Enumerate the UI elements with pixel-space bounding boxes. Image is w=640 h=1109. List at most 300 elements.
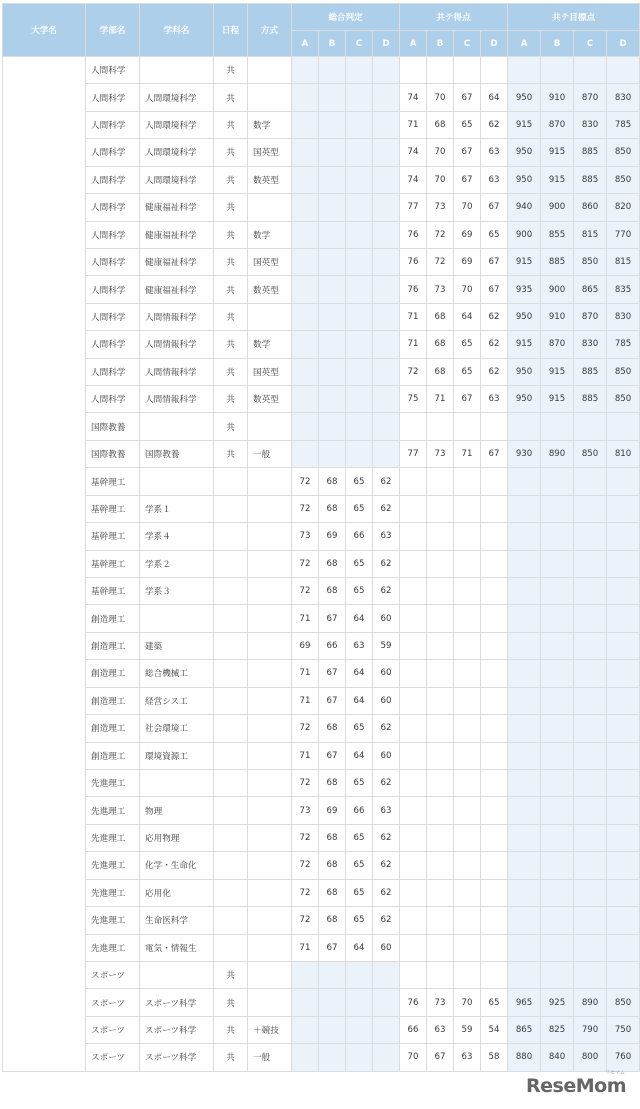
- target-score-cell: [607, 632, 640, 659]
- ratio-score-cell: 71: [427, 386, 454, 413]
- faculty-cell: 人間科学: [86, 57, 140, 84]
- ratio-score-cell: [481, 550, 508, 577]
- ratio-score-cell: [454, 797, 481, 824]
- ratio-score-cell: 63: [481, 166, 508, 193]
- ratio-score-cell: 76: [400, 276, 427, 303]
- total-score-cell: [292, 248, 319, 275]
- ratio-score-cell: 72: [400, 358, 427, 385]
- ratio-score-cell: [454, 605, 481, 632]
- target-score-cell: [607, 605, 640, 632]
- total-score-cell: [292, 413, 319, 440]
- ratio-score-cell: 70: [454, 989, 481, 1016]
- schedule-cell: [214, 742, 248, 769]
- ratio-score-cell: 71: [454, 440, 481, 467]
- ratio-score-cell: 62: [481, 358, 508, 385]
- ratio-score-cell: [454, 660, 481, 687]
- table-row: [3, 824, 640, 851]
- ratio-score-cell: [400, 742, 427, 769]
- total-score-cell: [319, 248, 346, 275]
- total-score-cell: [292, 276, 319, 303]
- target-score-cell: 880: [508, 1044, 541, 1071]
- total-score-cell: [346, 221, 373, 248]
- target-score-cell: [541, 797, 574, 824]
- faculty-cell: 人間科学: [86, 303, 140, 330]
- target-score-cell: 915: [508, 111, 541, 138]
- total-score-cell: 62: [373, 578, 400, 605]
- total-score-cell: [373, 413, 400, 440]
- ratio-score-cell: [427, 57, 454, 84]
- table-row: [3, 139, 640, 166]
- total-score-cell: [319, 57, 346, 84]
- table-row: [3, 769, 640, 796]
- target-score-cell: 850: [574, 248, 607, 275]
- target-score-cell: [574, 824, 607, 851]
- ratio-score-cell: [400, 578, 427, 605]
- target-score-cell: [508, 495, 541, 522]
- target-score-cell: 840: [541, 1044, 574, 1071]
- target-score-cell: [607, 523, 640, 550]
- total-score-cell: [346, 1044, 373, 1071]
- target-score-cell: [541, 468, 574, 495]
- total-score-cell: 71: [292, 660, 319, 687]
- target-score-cell: [508, 413, 541, 440]
- table-row: [3, 742, 640, 769]
- method-cell: [248, 578, 292, 605]
- header-ratio-b: B: [427, 31, 454, 57]
- ratio-score-cell: [481, 824, 508, 851]
- table-row: [3, 578, 640, 605]
- ratio-score-cell: [427, 715, 454, 742]
- total-score-cell: [346, 989, 373, 1016]
- target-score-cell: 850: [607, 386, 640, 413]
- total-score-cell: [292, 440, 319, 467]
- schedule-cell: [214, 523, 248, 550]
- total-score-cell: [319, 440, 346, 467]
- department-cell: 応用化: [140, 879, 214, 906]
- header-target-d: D: [607, 31, 640, 57]
- total-score-cell: 67: [319, 605, 346, 632]
- faculty-cell: スポーツ: [86, 1044, 140, 1071]
- ratio-score-cell: 67: [481, 440, 508, 467]
- department-cell: 人間環境科学: [140, 139, 214, 166]
- ratio-score-cell: 74: [400, 84, 427, 111]
- schedule-cell: 共: [214, 57, 248, 84]
- total-score-cell: [373, 111, 400, 138]
- total-score-cell: [319, 276, 346, 303]
- faculty-cell: 創造理工: [86, 687, 140, 714]
- target-score-cell: [508, 605, 541, 632]
- target-score-cell: [541, 687, 574, 714]
- target-score-cell: [574, 605, 607, 632]
- target-score-cell: 870: [541, 111, 574, 138]
- ratio-score-cell: [454, 523, 481, 550]
- ratio-score-cell: 73: [427, 276, 454, 303]
- target-score-cell: [541, 742, 574, 769]
- target-score-cell: [508, 687, 541, 714]
- total-score-cell: 63: [373, 523, 400, 550]
- target-score-cell: 950: [508, 303, 541, 330]
- method-cell: [248, 687, 292, 714]
- table-row: [3, 413, 640, 440]
- target-score-cell: [574, 907, 607, 934]
- department-cell: 人間情報科学: [140, 331, 214, 358]
- method-cell: [248, 961, 292, 988]
- schedule-cell: [214, 852, 248, 879]
- target-score-cell: [607, 769, 640, 796]
- total-score-cell: 64: [346, 605, 373, 632]
- ratio-score-cell: [400, 934, 427, 961]
- target-score-cell: 785: [607, 111, 640, 138]
- target-score-cell: [574, 550, 607, 577]
- total-score-cell: 62: [373, 468, 400, 495]
- method-cell: 数英型: [248, 166, 292, 193]
- target-score-cell: 885: [574, 358, 607, 385]
- department-cell: 学系１: [140, 495, 214, 522]
- ratio-score-cell: [400, 797, 427, 824]
- department-cell: スポーツ科学: [140, 989, 214, 1016]
- ratio-score-cell: [400, 605, 427, 632]
- target-score-cell: 850: [607, 166, 640, 193]
- total-score-cell: 65: [346, 824, 373, 851]
- schedule-cell: [214, 797, 248, 824]
- target-score-cell: [541, 660, 574, 687]
- ratio-score-cell: [427, 907, 454, 934]
- total-score-cell: 68: [319, 550, 346, 577]
- ratio-score-cell: [454, 769, 481, 796]
- ratio-score-cell: 72: [427, 221, 454, 248]
- ratio-score-cell: [427, 468, 454, 495]
- ratio-score-cell: [454, 468, 481, 495]
- ratio-score-cell: 63: [481, 386, 508, 413]
- ratio-score-cell: [454, 879, 481, 906]
- schedule-cell: [214, 907, 248, 934]
- target-score-cell: 855: [541, 221, 574, 248]
- method-cell: [248, 715, 292, 742]
- department-cell: 人間環境科学: [140, 84, 214, 111]
- method-cell: [248, 934, 292, 961]
- header-total-d: D: [373, 31, 400, 57]
- table-row: [3, 495, 640, 522]
- total-score-cell: 60: [373, 605, 400, 632]
- total-score-cell: 72: [292, 550, 319, 577]
- target-score-cell: [607, 852, 640, 879]
- ratio-score-cell: [454, 742, 481, 769]
- target-score-cell: [607, 550, 640, 577]
- total-score-cell: [292, 989, 319, 1016]
- target-score-cell: 885: [574, 139, 607, 166]
- method-cell: [248, 84, 292, 111]
- total-score-cell: 68: [319, 495, 346, 522]
- target-score-cell: [574, 687, 607, 714]
- target-score-cell: [607, 468, 640, 495]
- total-score-cell: 66: [319, 632, 346, 659]
- target-score-cell: 790: [574, 1016, 607, 1043]
- target-score-cell: 950: [508, 139, 541, 166]
- total-score-cell: [373, 358, 400, 385]
- faculty-cell: 基幹理工: [86, 578, 140, 605]
- ratio-score-cell: [481, 769, 508, 796]
- target-score-cell: [541, 57, 574, 84]
- department-cell: [140, 413, 214, 440]
- department-cell: 健康福祉科学: [140, 248, 214, 275]
- faculty-cell: 人間科学: [86, 166, 140, 193]
- ratio-score-cell: [481, 468, 508, 495]
- total-score-cell: [373, 1044, 400, 1071]
- method-cell: [248, 605, 292, 632]
- target-score-cell: 900: [541, 276, 574, 303]
- total-score-cell: [292, 111, 319, 138]
- schedule-cell: 共: [214, 303, 248, 330]
- method-cell: 国英型: [248, 358, 292, 385]
- target-score-cell: [541, 852, 574, 879]
- method-cell: [248, 57, 292, 84]
- target-score-cell: 950: [508, 358, 541, 385]
- method-cell: 数英型: [248, 386, 292, 413]
- table-row: [3, 715, 640, 742]
- header-university: 大学名: [3, 4, 86, 57]
- total-score-cell: [319, 1044, 346, 1071]
- ratio-score-cell: 77: [400, 194, 427, 221]
- total-score-cell: 64: [346, 660, 373, 687]
- method-cell: [248, 523, 292, 550]
- target-score-cell: [574, 413, 607, 440]
- table-row: [3, 221, 640, 248]
- faculty-cell: 人間科学: [86, 84, 140, 111]
- ratio-score-cell: [427, 578, 454, 605]
- method-cell: [248, 194, 292, 221]
- schedule-cell: [214, 879, 248, 906]
- ratio-score-cell: [481, 605, 508, 632]
- ratio-score-cell: 70: [400, 1044, 427, 1071]
- total-score-cell: [319, 221, 346, 248]
- total-score-cell: [346, 961, 373, 988]
- department-cell: スポーツ科学: [140, 1044, 214, 1071]
- ratio-score-cell: [454, 632, 481, 659]
- total-score-cell: 63: [373, 797, 400, 824]
- department-cell: 人間情報科学: [140, 358, 214, 385]
- department-cell: スポーツ科学: [140, 1016, 214, 1043]
- total-score-cell: [346, 303, 373, 330]
- target-score-cell: [508, 824, 541, 851]
- schedule-cell: 共: [214, 276, 248, 303]
- department-cell: 健康福祉科学: [140, 276, 214, 303]
- total-score-cell: 69: [319, 797, 346, 824]
- total-score-cell: 64: [346, 934, 373, 961]
- schedule-cell: [214, 660, 248, 687]
- total-score-cell: 59: [373, 632, 400, 659]
- total-score-cell: [373, 139, 400, 166]
- target-score-cell: 815: [607, 248, 640, 275]
- target-score-cell: 890: [541, 440, 574, 467]
- faculty-cell: 人間科学: [86, 248, 140, 275]
- total-score-cell: 65: [346, 495, 373, 522]
- total-score-cell: [373, 248, 400, 275]
- table-row: [3, 248, 640, 275]
- table-row: [3, 797, 640, 824]
- total-score-cell: [346, 386, 373, 413]
- total-score-cell: 72: [292, 468, 319, 495]
- total-score-cell: [292, 1016, 319, 1043]
- total-score-cell: 65: [346, 578, 373, 605]
- ratio-score-cell: [427, 632, 454, 659]
- header-group-total: 総合判定: [292, 4, 400, 31]
- target-score-cell: 915: [541, 139, 574, 166]
- method-cell: 数学: [248, 111, 292, 138]
- ratio-score-cell: [400, 550, 427, 577]
- target-score-cell: 865: [574, 276, 607, 303]
- total-score-cell: 68: [319, 824, 346, 851]
- total-score-cell: 64: [346, 687, 373, 714]
- faculty-cell: 基幹理工: [86, 468, 140, 495]
- department-cell: 建築: [140, 632, 214, 659]
- schedule-cell: 共: [214, 84, 248, 111]
- total-score-cell: 73: [292, 797, 319, 824]
- target-score-cell: [574, 715, 607, 742]
- ratio-score-cell: 63: [454, 1044, 481, 1071]
- table-row: [3, 111, 640, 138]
- ratio-score-cell: 67: [454, 84, 481, 111]
- method-cell: [248, 632, 292, 659]
- table-row: [3, 84, 640, 111]
- schedule-cell: [214, 550, 248, 577]
- target-score-cell: [574, 934, 607, 961]
- faculty-cell: 人間科学: [86, 221, 140, 248]
- total-score-cell: 64: [346, 742, 373, 769]
- ratio-score-cell: [481, 57, 508, 84]
- method-cell: 数学: [248, 331, 292, 358]
- ratio-score-cell: [481, 495, 508, 522]
- ratio-score-cell: 67: [481, 248, 508, 275]
- target-score-cell: 865: [508, 1016, 541, 1043]
- target-score-cell: [508, 632, 541, 659]
- ratio-score-cell: [427, 769, 454, 796]
- ratio-score-cell: [427, 934, 454, 961]
- faculty-cell: 創造理工: [86, 632, 140, 659]
- logo-subtext: リセマム: [605, 1070, 625, 1076]
- schedule-cell: [214, 468, 248, 495]
- header-ratio-c: C: [454, 31, 481, 57]
- ratio-score-cell: 54: [481, 1016, 508, 1043]
- schedule-cell: 共: [214, 413, 248, 440]
- schedule-cell: 共: [214, 248, 248, 275]
- total-score-cell: 69: [292, 632, 319, 659]
- table-row: [3, 523, 640, 550]
- total-score-cell: 62: [373, 879, 400, 906]
- faculty-cell: 創造理工: [86, 660, 140, 687]
- schedule-cell: 共: [214, 194, 248, 221]
- target-score-cell: 890: [574, 989, 607, 1016]
- ratio-score-cell: 69: [454, 221, 481, 248]
- ratio-score-cell: [481, 578, 508, 605]
- total-score-cell: [346, 248, 373, 275]
- table-row: [3, 961, 640, 988]
- total-score-cell: [292, 84, 319, 111]
- table-row: [3, 303, 640, 330]
- ratio-score-cell: 68: [427, 358, 454, 385]
- total-score-cell: [292, 221, 319, 248]
- total-score-cell: 68: [319, 852, 346, 879]
- ratio-score-cell: [454, 715, 481, 742]
- table-row: [3, 276, 640, 303]
- total-score-cell: 72: [292, 852, 319, 879]
- target-score-cell: [508, 715, 541, 742]
- ratio-score-cell: [427, 742, 454, 769]
- target-score-cell: [607, 495, 640, 522]
- faculty-cell: 先進理工: [86, 934, 140, 961]
- target-score-cell: 885: [574, 386, 607, 413]
- target-score-cell: [508, 523, 541, 550]
- total-score-cell: [292, 139, 319, 166]
- method-cell: [248, 550, 292, 577]
- total-score-cell: [292, 166, 319, 193]
- ratio-score-cell: [481, 523, 508, 550]
- target-score-cell: 870: [574, 84, 607, 111]
- ratio-score-cell: [454, 57, 481, 84]
- ratio-score-cell: 74: [400, 139, 427, 166]
- table-row: [3, 194, 640, 221]
- target-score-cell: [508, 660, 541, 687]
- total-score-cell: [292, 303, 319, 330]
- total-score-cell: 65: [346, 550, 373, 577]
- target-score-cell: [508, 797, 541, 824]
- total-score-cell: 71: [292, 605, 319, 632]
- target-score-cell: 850: [607, 989, 640, 1016]
- header-total-a: A: [292, 31, 319, 57]
- header-total-c: C: [346, 31, 373, 57]
- total-score-cell: 63: [346, 632, 373, 659]
- method-cell: [248, 742, 292, 769]
- table-row: [3, 468, 640, 495]
- target-score-cell: [574, 523, 607, 550]
- department-cell: [140, 961, 214, 988]
- schedule-cell: [214, 605, 248, 632]
- target-score-cell: 885: [541, 248, 574, 275]
- total-score-cell: 67: [319, 660, 346, 687]
- target-score-cell: [574, 468, 607, 495]
- ratio-score-cell: [400, 660, 427, 687]
- target-score-cell: 770: [607, 221, 640, 248]
- total-score-cell: [346, 358, 373, 385]
- ratio-score-cell: 76: [400, 221, 427, 248]
- total-score-cell: [319, 194, 346, 221]
- ratio-score-cell: 73: [427, 440, 454, 467]
- ratio-score-cell: [427, 605, 454, 632]
- target-score-cell: 915: [541, 358, 574, 385]
- ratio-score-cell: [454, 550, 481, 577]
- total-score-cell: 71: [292, 742, 319, 769]
- ratio-score-cell: [400, 879, 427, 906]
- ratio-score-cell: 70: [427, 166, 454, 193]
- total-score-cell: [319, 166, 346, 193]
- schedule-cell: 共: [214, 139, 248, 166]
- total-score-cell: 72: [292, 578, 319, 605]
- ratio-score-cell: 63: [481, 139, 508, 166]
- target-score-cell: [508, 879, 541, 906]
- ratio-score-cell: 73: [427, 989, 454, 1016]
- target-score-cell: 835: [607, 276, 640, 303]
- table-row: [3, 605, 640, 632]
- table-row: [3, 907, 640, 934]
- faculty-cell: 先進理工: [86, 852, 140, 879]
- total-score-cell: [373, 386, 400, 413]
- method-cell: ＋競技: [248, 1016, 292, 1043]
- department-cell: 応用物理: [140, 824, 214, 851]
- table-row: [3, 632, 640, 659]
- target-score-cell: 950: [508, 386, 541, 413]
- schedule-cell: 共: [214, 331, 248, 358]
- faculty-cell: 国際教養: [86, 413, 140, 440]
- total-score-cell: 62: [373, 769, 400, 796]
